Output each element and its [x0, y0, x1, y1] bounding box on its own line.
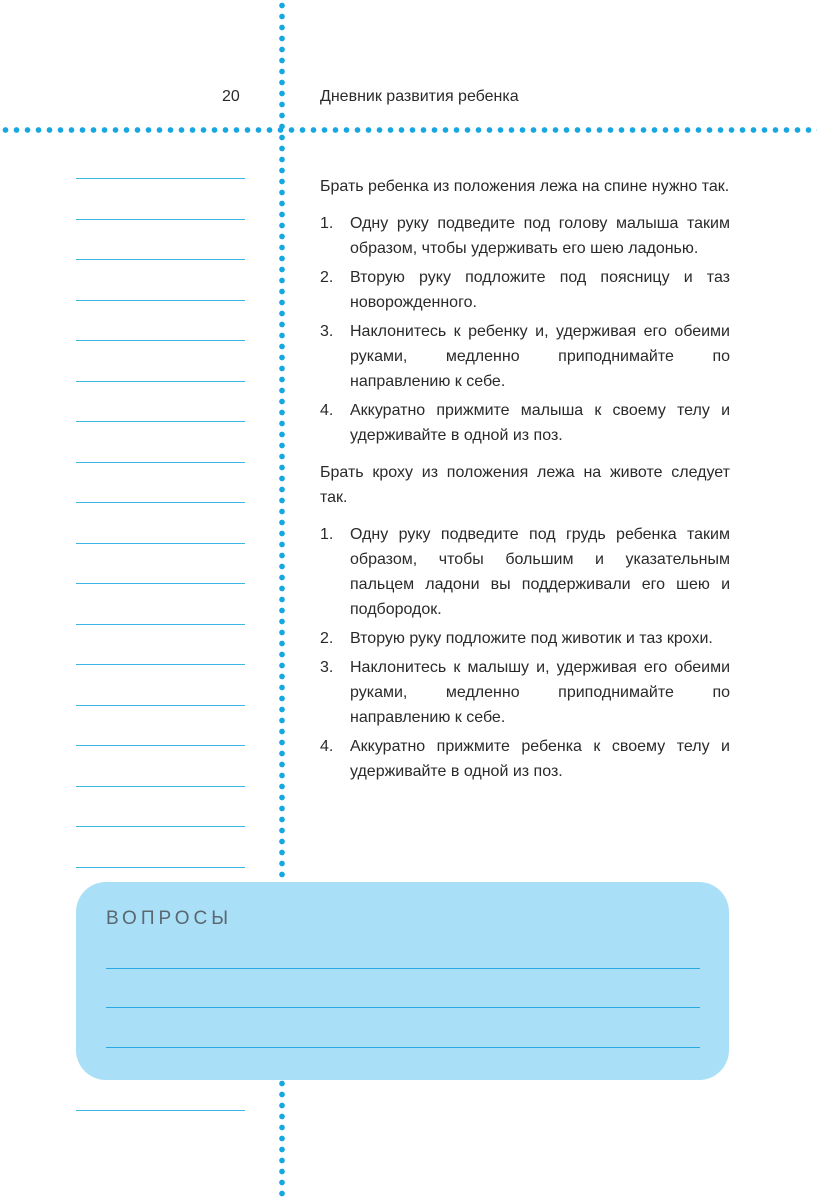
item-text: Наклонитесь к малышу и, удерживая его обеими руками, медленно приподнимайте по направлению к себе.: [350, 659, 730, 726]
running-title: Дневник развития ребенка: [320, 88, 519, 105]
list-belly: [320, 522, 730, 784]
note-line[interactable]: [76, 543, 245, 544]
note-line[interactable]: [76, 421, 245, 422]
horizontal-dotted-divider: [0, 126, 817, 134]
note-line[interactable]: [76, 1110, 245, 1111]
questions-box: [76, 882, 729, 1080]
questions-label: ВОПРОСЫ: [106, 908, 233, 929]
note-line[interactable]: [76, 583, 245, 584]
item-number: 2.: [320, 630, 334, 647]
note-line[interactable]: [76, 786, 245, 787]
list-item: [320, 522, 730, 622]
item-text: Вторую руку подложите под поясницу и таз новорожденного.: [350, 269, 730, 311]
intro-back: Брать ребенка из положения лежа на спине нужно так.: [320, 178, 730, 195]
item-number: 3.: [320, 659, 334, 676]
note-line[interactable]: [76, 259, 245, 260]
item-number: 4.: [320, 402, 334, 419]
answer-line[interactable]: [106, 1007, 700, 1008]
note-line[interactable]: [76, 300, 245, 301]
main-text: [320, 174, 730, 796]
note-line[interactable]: [76, 178, 245, 179]
answer-line[interactable]: [106, 1047, 700, 1048]
note-line[interactable]: [76, 502, 245, 503]
page-number: 20: [222, 88, 240, 105]
item-text: Вторую руку подложите под животик и таз крохи.: [350, 630, 713, 647]
note-line[interactable]: [76, 664, 245, 665]
list-item: [320, 265, 730, 315]
item-number: 1.: [320, 526, 334, 543]
note-line[interactable]: [76, 867, 245, 868]
note-line[interactable]: [76, 340, 245, 341]
list-item: [320, 626, 730, 651]
note-line[interactable]: [76, 462, 245, 463]
note-line[interactable]: [76, 745, 245, 746]
note-line[interactable]: [76, 705, 245, 706]
list-item: [320, 398, 730, 448]
list-back: [320, 211, 730, 448]
answer-line[interactable]: [106, 968, 700, 969]
note-line[interactable]: [76, 219, 245, 220]
list-item: [320, 655, 730, 730]
item-text: Одну руку подведите под голову малыша таким образом, чтобы удерживать его шею ладонью.: [350, 215, 730, 257]
note-line[interactable]: [76, 624, 245, 625]
list-item: [320, 734, 730, 784]
item-number: 4.: [320, 738, 334, 755]
item-text: Аккуратно прижмите малыша к своему телу и удерживайте в одной из поз.: [350, 402, 730, 444]
item-text: Одну руку подведите под грудь ребенка таким образом, чтобы большим и указательным пальцем ладони вы поддерживали его шею и подбородок.: [350, 526, 730, 618]
list-item: [320, 211, 730, 261]
list-item: [320, 319, 730, 394]
note-line[interactable]: [76, 381, 245, 382]
item-number: 1.: [320, 215, 334, 232]
item-text: Наклонитесь к ребенку и, удерживая его обеими руками, медленно приподнимайте по направлению к себе.: [350, 323, 730, 390]
intro-belly: Брать кроху из положения лежа на животе следует так.: [320, 464, 730, 506]
item-number: 2.: [320, 269, 334, 286]
note-line[interactable]: [76, 826, 245, 827]
item-text: Аккуратно прижмите ребенка к своему телу и удерживайте в одной из поз.: [350, 738, 730, 780]
item-number: 3.: [320, 323, 334, 340]
